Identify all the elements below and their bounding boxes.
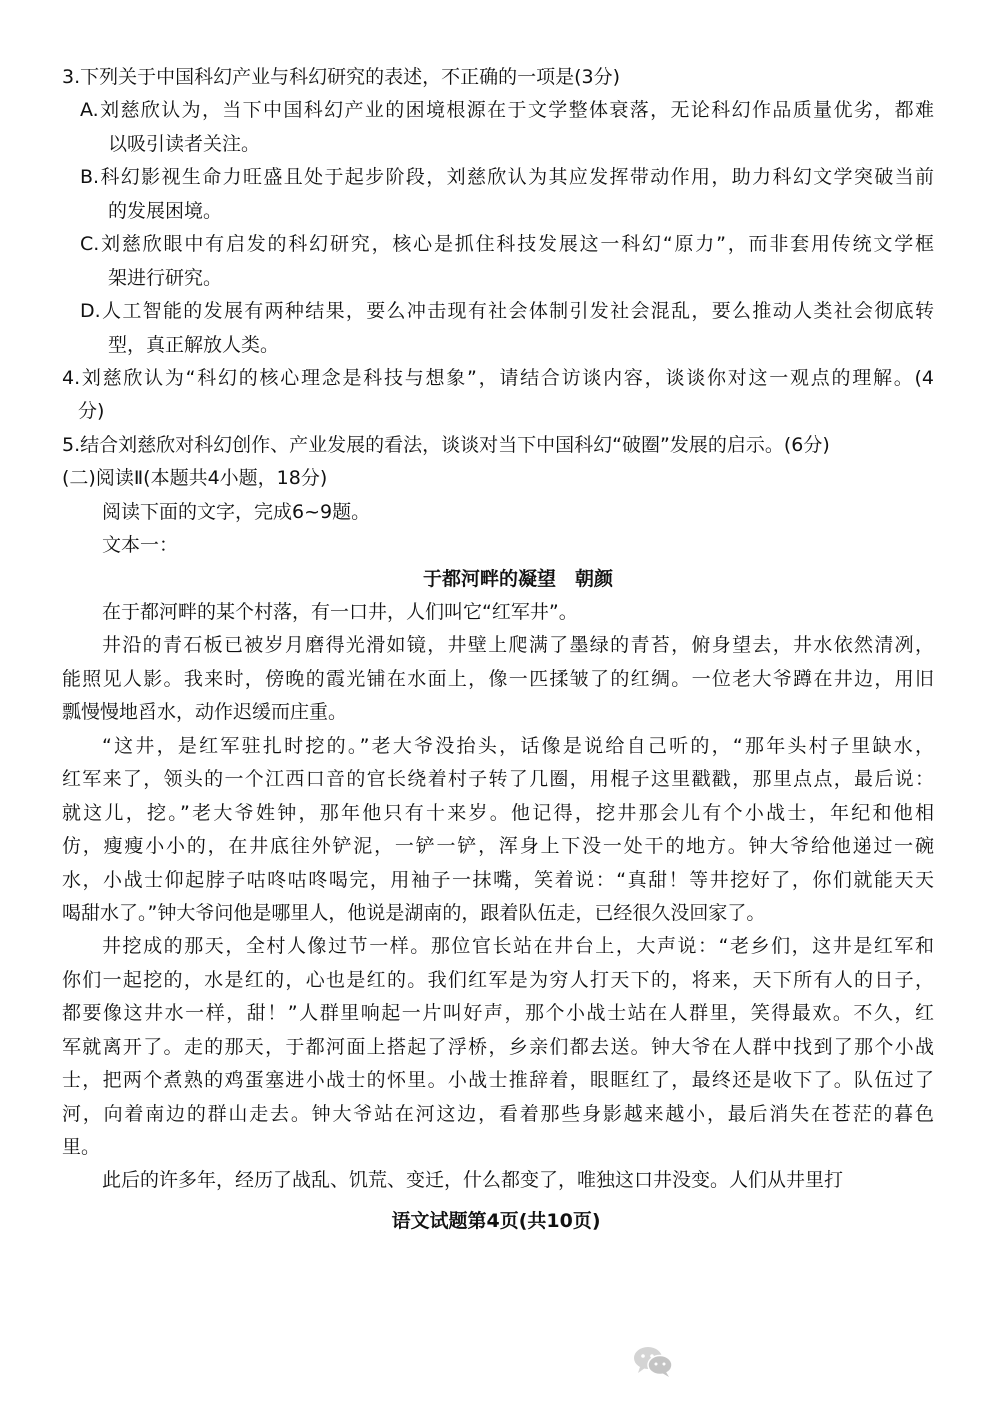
paragraph-line: 喝甜水了。”钟大爷问他是哪里人，他说是湖南的，跟着队伍走，已经很久没回家了。 xyxy=(62,901,766,924)
question-3-stem: 3.下列关于中国科幻产业与科幻研究的表述，不正确的一项是(3分) xyxy=(62,66,621,88)
exam-page-body xyxy=(62,61,934,1198)
paragraph-line: 河，向着南边的群山走去。钟大爷站在河这边，看着那些身影越来越小，最后消失在苍茫的暮色 xyxy=(62,1102,934,1125)
text-label: 文本一： xyxy=(102,534,179,557)
paragraph-line: 能照见人影。我来时，傍晚的霞光铺在水面上，像一匹揉皱了的红绸。一位老大爷蹲在井边，用旧 xyxy=(62,667,934,690)
page-footer: 语文试题第4页(共10页) xyxy=(391,1210,601,1232)
q3-option-a-cont: 以吸引读者关注。 xyxy=(108,132,261,155)
paragraph-line: 都要像这井水一样，甜！”人群里响起一片叫好声，那个小战士站在人群里，笑得最欢。不久，红 xyxy=(62,1002,934,1025)
question-4: 4.刘慈欣认为“科幻的核心理念是科技与想象”，请结合访谈内容，谈谈你对这一观点的理解。(4 xyxy=(62,366,934,389)
reading-instruction: 阅读下面的文字，完成6~9题。 xyxy=(102,500,371,523)
section-heading: (二)阅读Ⅱ(本题共4小题，18分) xyxy=(62,467,328,490)
wechat-watermark-icon xyxy=(632,1344,674,1378)
paragraph-line: 军就离开了。走的那天，于都河面上搭起了浮桥，乡亲们都去送。钟大爷在人群中找到了那个小战 xyxy=(62,1035,934,1058)
question-4-cont: 分) xyxy=(78,400,105,423)
paragraph-line: 士，把两个煮熟的鸡蛋塞进小战士的怀里。小战士推辞着，眼眶红了，最终还是收下了。队伍过了 xyxy=(62,1069,934,1092)
paragraph-line: “这井，是红军驻扎时挖的。”老大爷没抬头，话像是说给自己听的，“那年头村子里缺水， xyxy=(102,734,934,757)
paragraph-line: 水，小战士仰起脖子咕咚咕咚喝完，用袖子一抹嘴，笑着说：“真甜！等井挖好了，你们就能天天 xyxy=(62,868,934,891)
q3-option-d-cont: 型，真正解放人类。 xyxy=(108,333,280,356)
paragraph-line: 里。 xyxy=(62,1136,101,1158)
q3-option-a: A.刘慈欣认为，当下中国科幻产业的困境根源在于文学整体衰落，无论科幻作品质量优劣，都难 xyxy=(80,99,934,122)
q3-option-b: B.科幻影视生命力旺盛且处于起步阶段，刘慈欣认为其应发挥带动作用，助力科幻文学突破当前 xyxy=(80,166,934,189)
paragraph-line: 红军来了，领头的一个江西口音的官长绕着村子转了几圈，用棍子这里戳戳，那里点点，最后说： xyxy=(62,768,934,791)
paragraph-line: 井挖成的那天，全村人像过节一样。那位官长站在井台上，大声说：“老乡们，这井是红军和 xyxy=(102,935,934,958)
q3-option-c: C.刘慈欣眼中有启发的科幻研究，核心是抓住科技发展这一科幻“原力”，而非套用传统文学框 xyxy=(80,233,934,256)
article-title: 于都河畔的凝望 朝颜 xyxy=(422,567,613,590)
paragraph-line: 井沿的青石板已被岁月磨得光滑如镜，井壁上爬满了墨绿的青苔，俯身望去，井水依然清冽， xyxy=(102,634,934,657)
paragraph-line: 此后的许多年，经历了战乱、饥荒、变迁，什么都变了，唯独这口井没变。人们从井里打 xyxy=(102,1169,844,1192)
question-5: 5.结合刘慈欣对科幻创作、产业发展的看法，谈谈对当下中国科幻“破圈”发展的启示。(6分) xyxy=(62,433,830,456)
paragraph-line: 瓢慢慢地舀水，动作迟缓而庄重。 xyxy=(62,701,348,724)
q3-option-c-cont: 架进行研究。 xyxy=(108,266,223,289)
paragraph-line: 你们一起挖的，水是红的，心也是红的。我们红军是为穷人打天下的，将来，天下所有人的日子， xyxy=(62,968,934,991)
paragraph-line: 仿，瘦瘦小小的，在井底往外铲泥，一铲一铲，浑身上下没一处干的地方。钟大爷给他递过一碗 xyxy=(62,835,934,858)
paragraph-line: 就这儿，挖。”老大爷姓钟，那年他只有十来岁。他记得，挖井那会儿有个小战士，年纪和他相 xyxy=(62,801,934,824)
q3-option-b-cont: 的发展困境。 xyxy=(108,199,223,222)
paragraph-line: 在于都河畔的某个村落，有一口井，人们叫它“红军井”。 xyxy=(102,601,578,623)
q3-option-d: D.人工智能的发展有两种结果，要么冲击现有社会体制引发社会混乱，要么推动人类社会彻底转 xyxy=(80,300,934,323)
